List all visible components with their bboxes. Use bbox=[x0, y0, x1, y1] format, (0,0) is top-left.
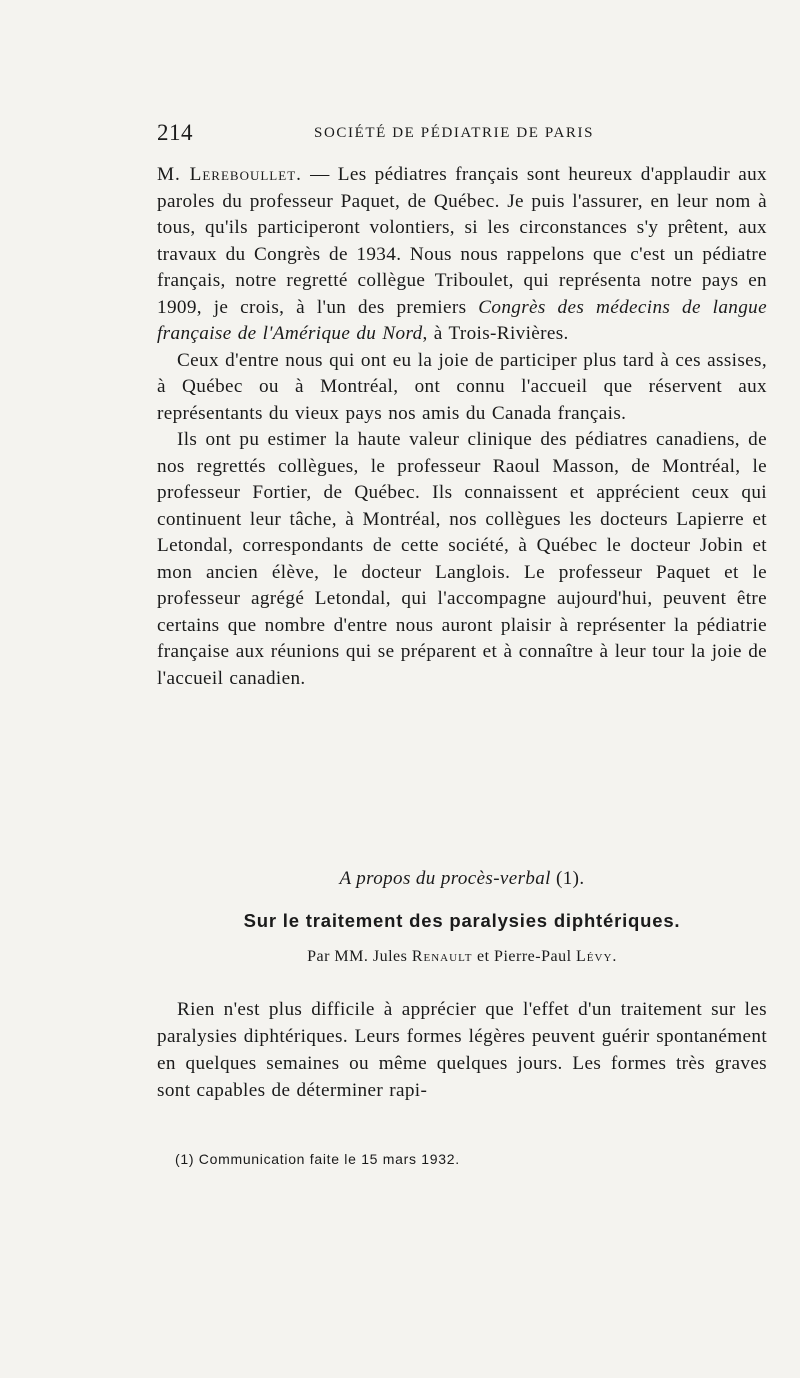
article-rubric bbox=[157, 868, 767, 890]
author-1-surname: Renault bbox=[411, 948, 473, 965]
article-body bbox=[157, 996, 767, 1104]
article-authors bbox=[157, 948, 767, 966]
congress-name: Congrès des médecins de langue française de l'Amérique du Nord bbox=[157, 296, 767, 344]
author-2-surname: Lévy bbox=[576, 948, 613, 965]
speech-paragraph-3: Ils ont pu estimer la haute valeur clinique des pédiatres canadiens, de nos regrettés collègues, le professeur Raoul Masson, de Montréal, le professeur Fortier, de Québec. Ils connaissent et apprécient ceux qui continuent leur tâche, à Montréal, nos collègues les docteurs Lapierre et Letondal, correspondants de cette société, à Québec le docteur Jobin et mon ancien élève, le docteur Langlois. Le professeur Paquet et le professeur agrégé Letondal, qui l'accompagne aujourd'hui, peuvent être certains que nombre d'entre nous auront plaisir à représenter la pédiatrie française aux réunions qui se préparent et à connaître à leur tour la joie de l'accueil canadien. bbox=[157, 429, 767, 689]
speech-paragraph-1 bbox=[157, 162, 767, 348]
article-section bbox=[157, 868, 767, 1104]
speech-paragraph-2: Ceux d'entre nous qui ont eu la joie de participer plus tard à ces assises, à Québec ou à Montréal, ont connu l'accueil que réservent aux représentants du vieux pays nos amis du Canada français. bbox=[157, 349, 767, 424]
speaker-name: M. Lereboullet. bbox=[157, 164, 302, 185]
footnote: (1) Communication faite le 15 mars 1932. bbox=[175, 1151, 460, 1167]
page-number: 214 bbox=[157, 120, 193, 145]
article-paragraph-1: Rien n'est plus difficile à apprécier que l'effet d'un traitement sur les paralysies diphtériques. Leurs formes légères peuvent guérir spontanément en quelques semaines ou même quelques jours. Les formes très graves sont capables de déterminer rapi- bbox=[157, 999, 767, 1101]
journal-title: SOCIÉTÉ DE PÉDIATRIE DE PARIS bbox=[314, 125, 595, 141]
running-head bbox=[157, 120, 767, 150]
speech-paragraph-1-end: , à Trois-Rivières. bbox=[422, 323, 569, 344]
rubric-note-ref: (1). bbox=[550, 868, 585, 889]
authors-prefix: Par MM. Jules bbox=[307, 948, 412, 965]
speech-paragraph-1-intro: — Les pédiatres français sont heureux d'applaudir aux paroles du professeur Paquet, de Québec. Je puis l'assurer, en leur nom à tous, qu'ils participeront volontiers, si les circonstances s'y prêtent, aux travaux du Congrès de 1934. Nous nous rappelons que c'est un pédiatre français, notre regretté collègue Triboulet, qui représenta notre pays en 1909, je crois, à l'un des premiers bbox=[157, 164, 768, 318]
authors-end: . bbox=[612, 948, 617, 965]
authors-middle: et Pierre-Paul bbox=[472, 948, 577, 965]
rubric-text: A propos du procès-verbal bbox=[339, 868, 551, 889]
article-title: Sur le traitement des paralysies diphtériques. bbox=[243, 910, 681, 931]
speech-section bbox=[157, 162, 767, 692]
